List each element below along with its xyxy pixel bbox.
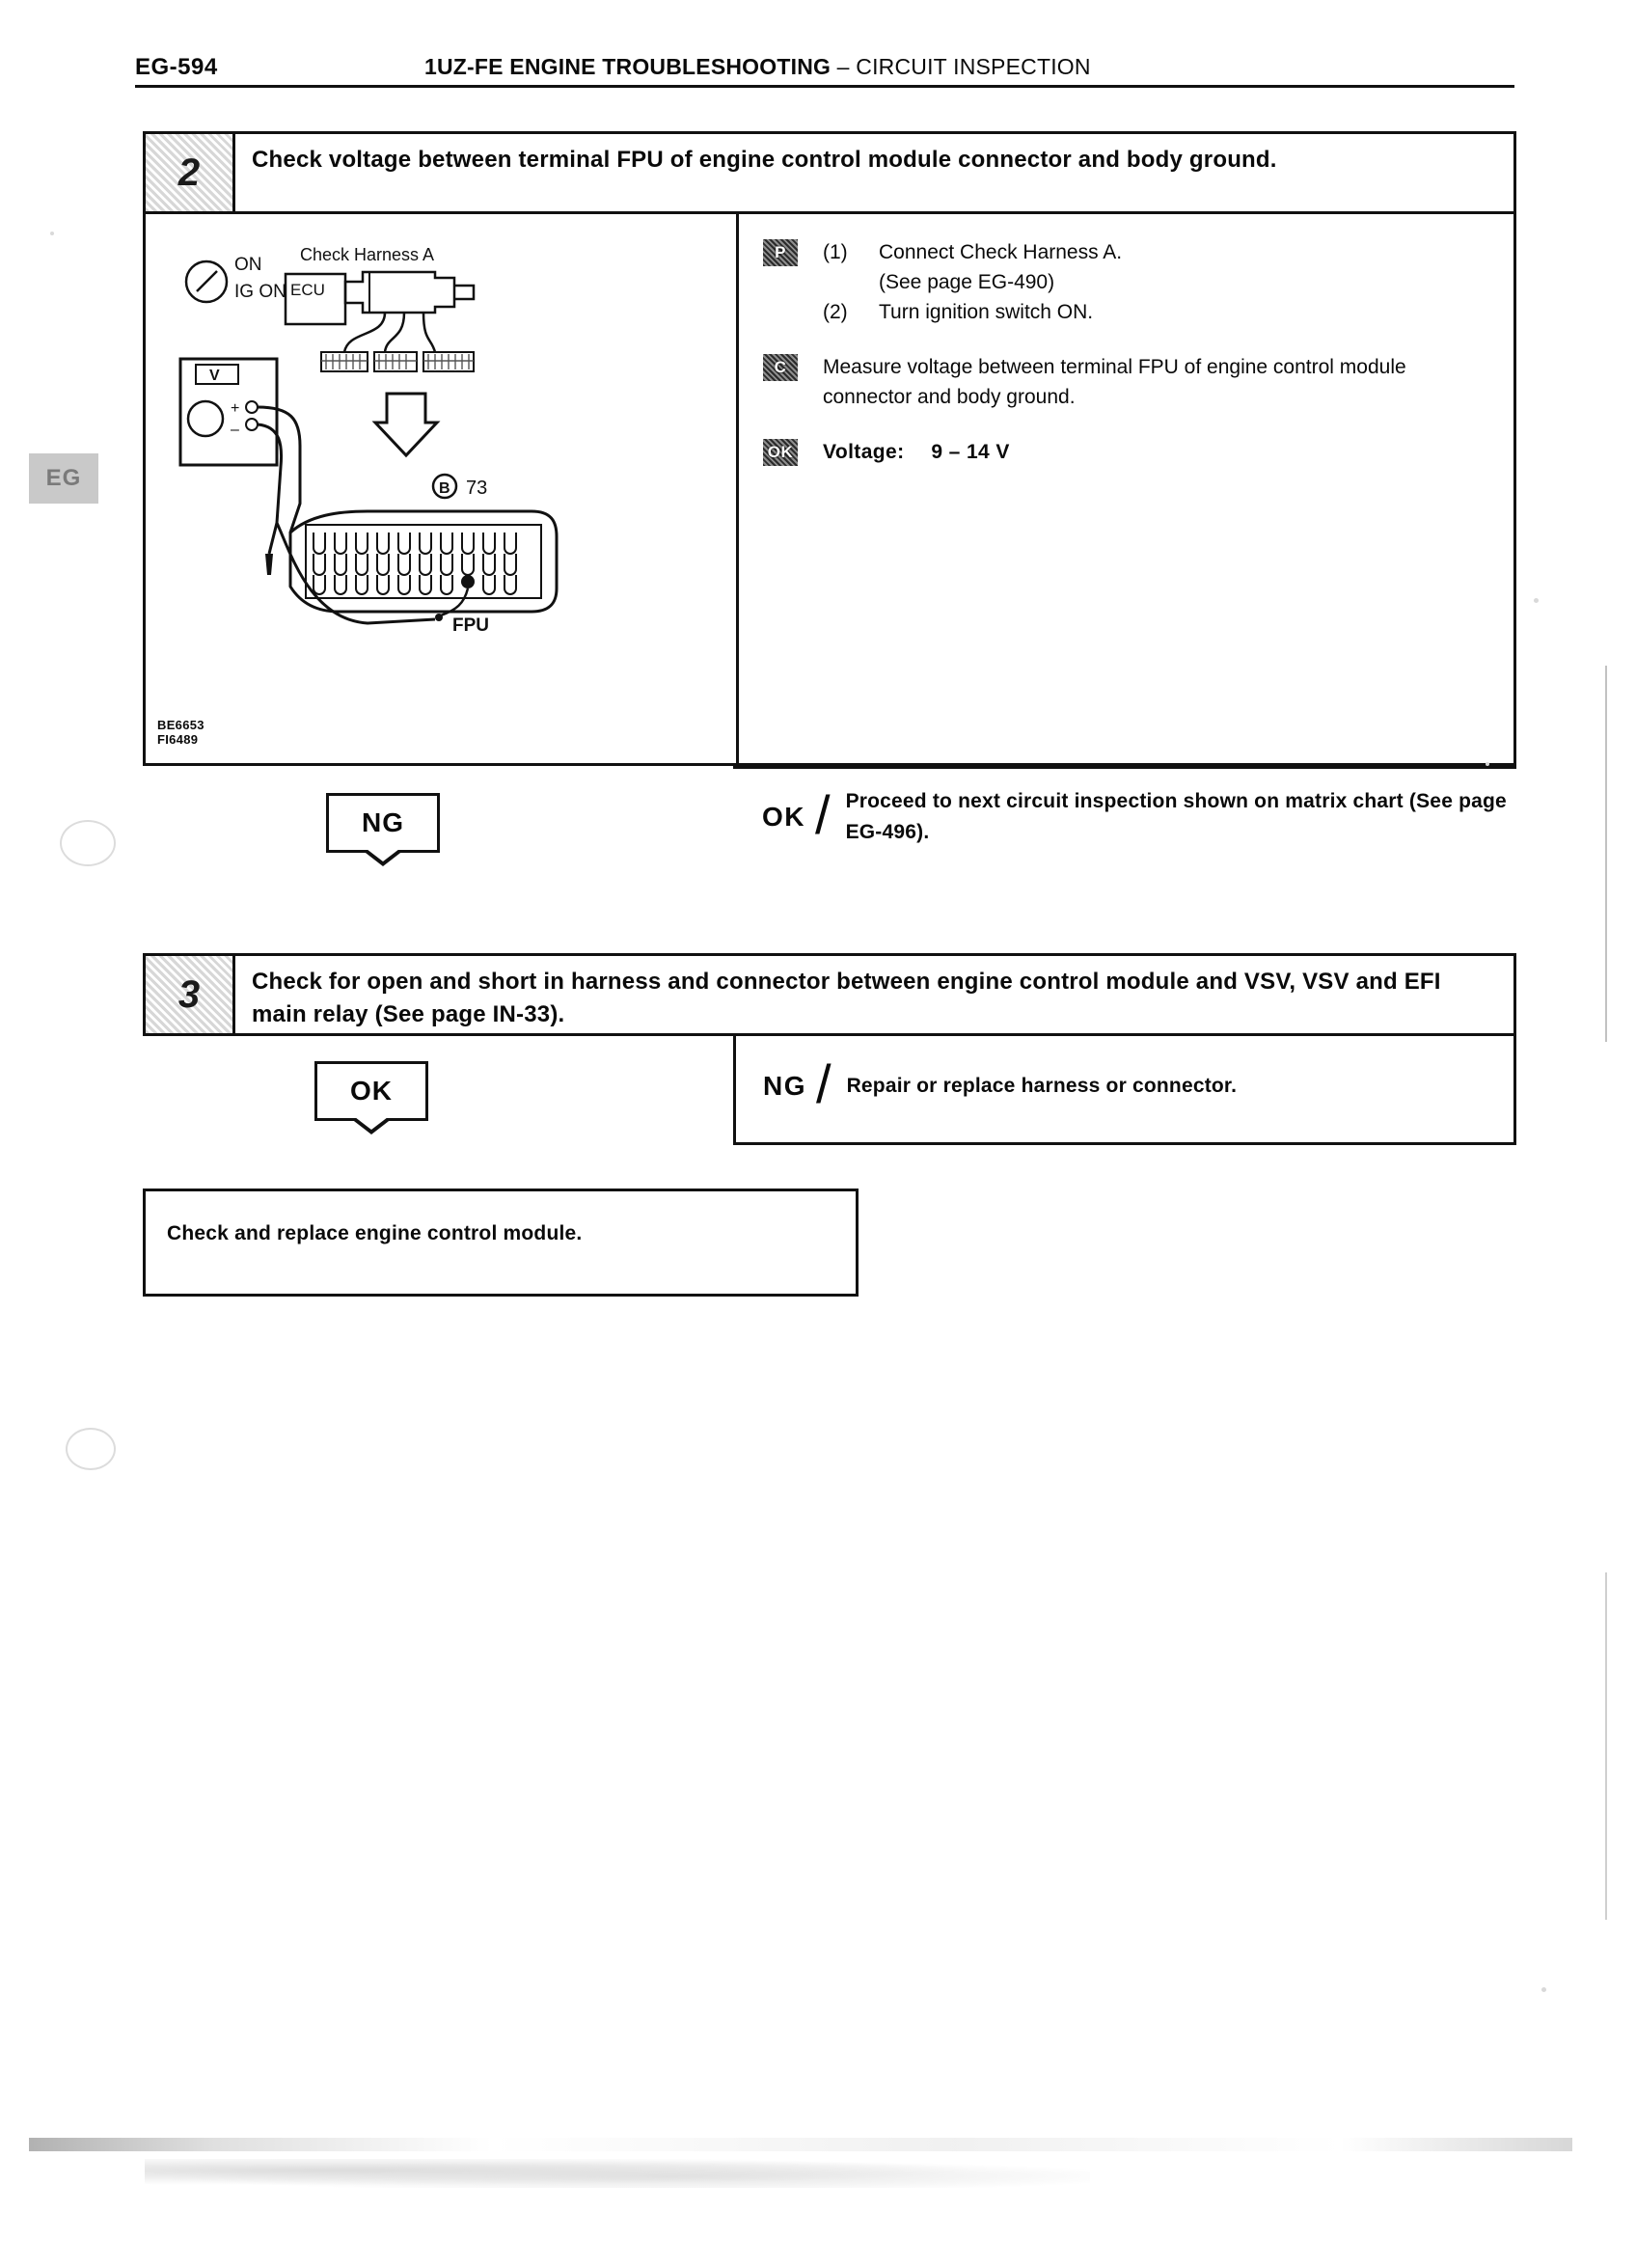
prepare-item-1-number: (1): [823, 241, 848, 263]
body-divider: [736, 214, 739, 763]
step-2-figure: [146, 214, 733, 760]
step-2-ng-tag: NG: [326, 793, 440, 853]
scan-artifact-line-right-lower: [1605, 1572, 1607, 1920]
check-text: Measure voltage between terminal FPU of engine control module connector and body ground.: [823, 356, 1406, 408]
page-number: EG-594: [135, 54, 218, 80]
step-2-ok-slash-icon: /: [815, 784, 831, 845]
scan-artifact-bottom-smudge: [145, 2159, 1090, 2188]
svg-text:73: 73: [466, 478, 488, 499]
scan-speck-3: [1486, 762, 1489, 766]
scan-artifact-bottom-edge: [29, 2138, 1572, 2151]
figure-code-line-2: FI6489: [157, 732, 199, 747]
scan-speck-4: [1541, 1987, 1546, 1992]
step-3-header: [143, 953, 1516, 1036]
final-action-text: Check and replace engine control module.: [167, 1222, 583, 1244]
ok-marker-icon: OK: [763, 439, 798, 466]
section-tab-eg: EG: [29, 453, 98, 504]
step-2-ok-label: OK: [762, 802, 805, 832]
svg-text:–: –: [231, 422, 239, 438]
step-2-ok-inner: [762, 786, 1516, 848]
prepare-item-2-number: (2): [823, 301, 848, 323]
prepare-item-1-text: Connect Check Harness A.: [879, 241, 1123, 263]
step-3-ng-description: Repair or replace harness or connector.: [846, 1075, 1238, 1097]
step-2-body: [143, 214, 1516, 766]
svg-text:FPU: FPU: [452, 615, 489, 636]
final-action-box: [143, 1189, 859, 1297]
svg-text:IG ON: IG ON: [234, 282, 286, 302]
prepare-item-note-text: (See page EG-490): [879, 271, 1055, 293]
svg-text:ECU: ECU: [290, 281, 325, 299]
page-title: [424, 54, 1091, 80]
prepare-item-1-note: [823, 267, 1122, 297]
step-3-ok-tag: OK: [314, 1061, 428, 1121]
step-3-number: 3: [146, 956, 235, 1033]
scan-artifact-line-right: [1605, 666, 1607, 1042]
svg-text:B: B: [439, 480, 450, 497]
check-marker-icon: C: [763, 354, 798, 381]
instruction-prepare: [763, 237, 1492, 327]
page-header: [135, 46, 1514, 89]
step-2-header: [143, 131, 1516, 214]
scan-speck-2: [1534, 598, 1539, 603]
prepare-item-1: [823, 237, 1122, 267]
step-3-ok-cell: [143, 1036, 730, 1145]
figure-code-line-1: BE6653: [157, 718, 204, 732]
step-3-ng-label: NG: [763, 1071, 806, 1101]
prepare-marker-icon: P: [763, 239, 798, 266]
svg-text:+: +: [231, 400, 240, 417]
header-divider: [135, 85, 1514, 88]
step-3-title: Check for open and short in harness and connector between engine control module and VSV, VSV and EFI main relay (See page IN-33).: [252, 969, 1441, 1027]
scan-artifact-circle-upper: [60, 820, 116, 866]
svg-text:ON: ON: [234, 255, 262, 275]
instruction-ok-spec: [763, 437, 1492, 467]
prepare-item-2: [823, 297, 1122, 327]
step-3-ng-inner: [763, 1053, 1238, 1114]
voltage-label: Voltage:: [823, 441, 905, 463]
step-2-ok-description: Proceed to next circuit inspection shown on matrix chart (See page EG-496).: [845, 790, 1507, 843]
step-2-instructions: [742, 214, 1513, 763]
ok-spec-text: [823, 437, 1010, 467]
voltage-value: 9 – 14 V: [931, 441, 1010, 463]
step-2-title: Check voltage between terminal FPU of engine control module connector and body ground.: [252, 147, 1277, 173]
step-2-results: [143, 766, 1516, 878]
instruction-check: [763, 352, 1492, 412]
prepare-item-2-text: Turn ignition switch ON.: [879, 301, 1094, 323]
page-title-rest: – CIRCUIT INSPECTION: [831, 54, 1091, 79]
step-2-number: 2: [146, 134, 235, 211]
step-3-block: [143, 953, 1516, 1148]
step-2-block: [143, 131, 1516, 878]
svg-text:V: V: [209, 368, 220, 384]
step-2-ok-cell: [733, 766, 1516, 878]
wiring-diagram-illustration: [146, 214, 733, 760]
step-3-ng-cell: [733, 1036, 1516, 1145]
svg-text:Check Harness A: Check Harness A: [300, 245, 435, 264]
scan-artifact-circle-lower: [66, 1428, 116, 1470]
step-3-ng-slash-icon: /: [816, 1053, 832, 1114]
prepare-text: [823, 237, 1122, 327]
step-2-ng-cell: [143, 766, 730, 875]
scan-speck-1: [50, 232, 54, 235]
prepare-item-note-number: [823, 267, 879, 297]
step-3-results: [143, 1036, 1516, 1148]
page-title-bold: 1UZ-FE ENGINE TROUBLESHOOTING: [424, 54, 832, 79]
figure-code: [157, 718, 204, 747]
